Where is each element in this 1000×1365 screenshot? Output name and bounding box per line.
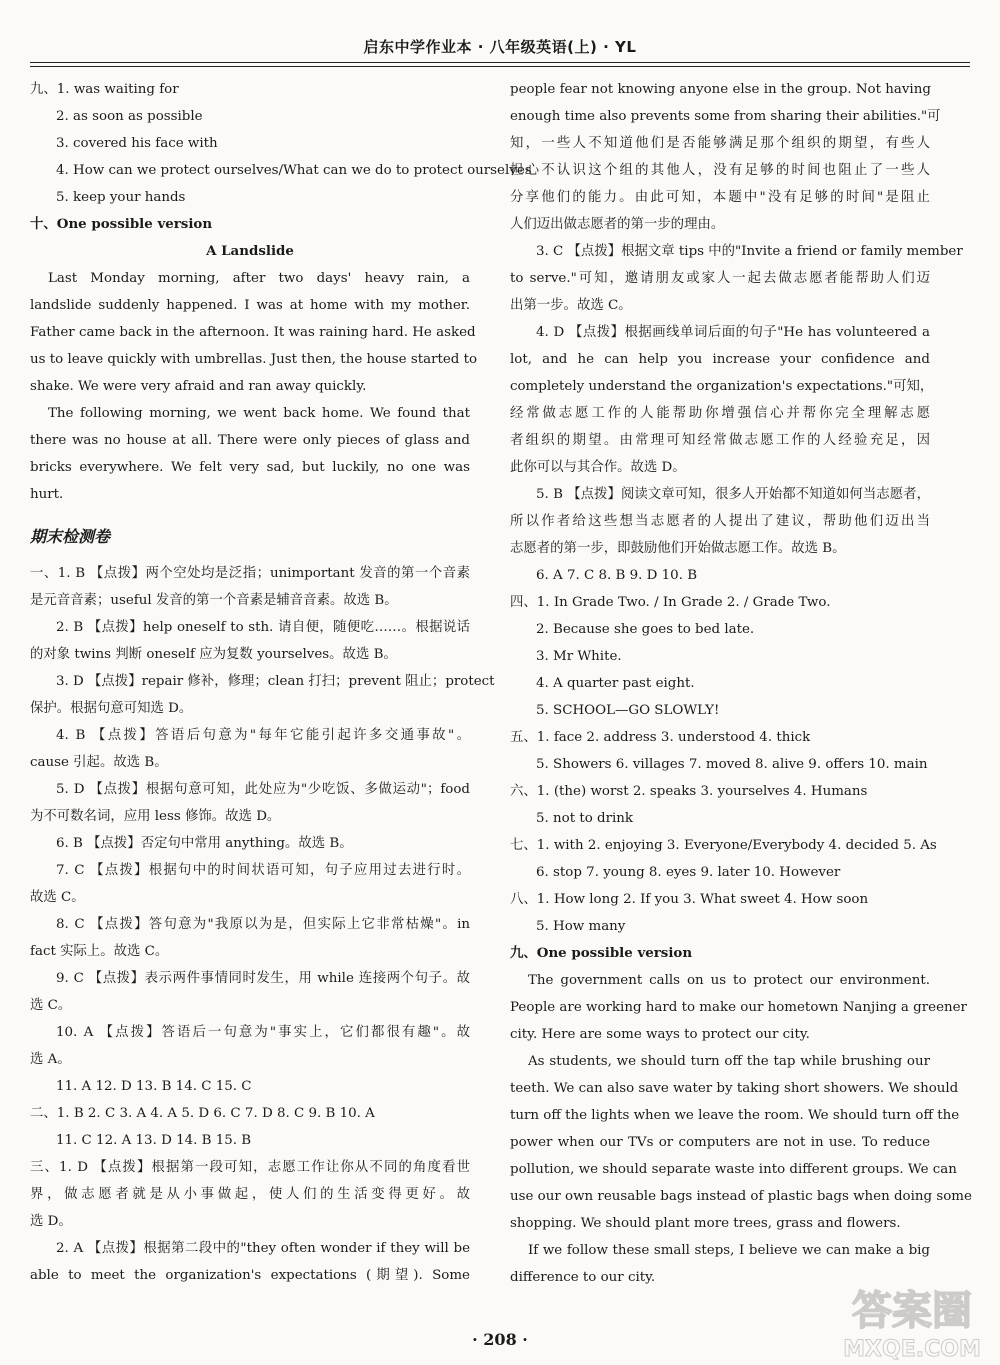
text-line: The following morning, we went back home. We found that (48, 406, 470, 421)
text-line: 故选 C。 (30, 890, 85, 905)
text-line: landslide suddenly happened. I was at home with my mother. (30, 298, 470, 313)
text-line: 2. Because she goes to bed late. (536, 622, 755, 637)
text-line: If we follow these small steps, I believe we can make a big (528, 1243, 930, 1258)
text-line: 5. Showers 6. villages 7. moved 8. alive 9. offers 10. main (536, 757, 928, 772)
text-line: 7. C 【点拨】根据句中的时间状语可知，句子应用过去进行时。 (56, 863, 470, 878)
text-line: 选 C。 (30, 998, 72, 1013)
text-line: use our own reusable bags instead of plastic bags when doing some (510, 1189, 972, 1204)
text-line: 三、1. D 【点拨】根据第一段可知，志愿工作让你从不同的角度看世 (30, 1160, 470, 1175)
text-line: 2. as soon as possible (56, 109, 203, 124)
text-line: 选 D。 (30, 1214, 72, 1229)
text-line: to serve."可知，邀请朋友或家人一起去做志愿者能帮助人们迈 (510, 271, 930, 286)
text-line: Last Monday morning, after two days' heavy rain, a (48, 271, 470, 286)
text-line: city. Here are some ways to protect our city. (510, 1027, 810, 1042)
text-line: 的对象 twins 判断 oneself 应为复数 yourselves。故选 B。 (30, 647, 397, 662)
header-rule-thin (30, 66, 970, 67)
text-line: 选 A。 (30, 1052, 71, 1067)
text-line: Father came back in the afternoon. It was raining hard. He asked (30, 325, 476, 340)
text-line: 二、1. B 2. C 3. A 4. A 5. D 6. C 7. D 8. C 9. B 10. A (30, 1106, 375, 1121)
text-line: us to leave quickly with umbrellas. Just then, the house started to (30, 352, 478, 367)
left-answers-exam (30, 560, 495, 1289)
header-rule (30, 62, 970, 63)
text-line: fact 实际上。故选 C。 (30, 944, 169, 959)
text-line: 5. SCHOOL—GO SLOWLY! (536, 703, 720, 718)
text-line: teeth. We can also save water by taking short showers. We should (510, 1081, 959, 1096)
text-line: 七、1. with 2. enjoying 3. Everyone/Everybody 4. decided 5. As (510, 838, 937, 853)
text-line: 3. covered his face with (56, 136, 218, 151)
text-line: 此你可以与其合作。故选 D。 (510, 460, 686, 475)
text-line: 3. C 【点拨】根据文章 tips 中的"Invite a friend or family member (536, 244, 963, 259)
text-line: 九、One possible version (510, 945, 693, 961)
text-line: shake. We were very afraid and ran away quickly. (30, 379, 367, 394)
text-line: 界，做志愿者就是从小事做起，使人们的生活变得更好。故 (30, 1187, 470, 1202)
text-line: 9. C 【点拨】表示两件事情同时发生，用 while 连接两个句子。故 (56, 971, 470, 986)
text-line: 者组织的期望。由常理可知经常做志愿工作的人经验充足，因 (510, 433, 930, 448)
text-line: 志愿者的第一步，即鼓励他们开始做志愿工作。故选 B。 (510, 541, 846, 556)
text-line: 出第一步。故选 C。 (510, 298, 632, 313)
text-line: 十、One possible version (30, 216, 213, 232)
watermark-line1: 答案圈 (852, 1288, 972, 1334)
text-line: 4. D 【点拨】根据画线单词后面的句子"He has volunteered a (536, 325, 930, 340)
text-line: 6. A 7. C 8. B 9. D 10. B (536, 568, 698, 583)
text-line: 6. B 【点拨】否定句中常用 anything。故选 B。 (56, 836, 353, 851)
text-line: 担心不认识这个组的其他人，没有足够的时间也阻止了一些人 (510, 163, 930, 178)
text-line: 3. Mr White. (536, 649, 622, 664)
page-header: 启东中学作业本 · 八年级英语(上) · YL (363, 38, 637, 56)
text-line: 4. A quarter past eight. (536, 676, 695, 691)
text-line: 八、1. How long 2. If you 3. What sweet 4. How soon (510, 892, 869, 907)
text-line: lot, and he can help you increase your confidence and (510, 352, 930, 367)
text-line: 5. D 【点拨】根据句意可知，此处应为"少吃饭、多做运动"；food (56, 782, 470, 797)
text-line: 5. not to drink (536, 811, 634, 826)
text-line: 2. A 【点拨】根据第二段中的"they often wonder if they will be (56, 1241, 470, 1256)
text-line: pollution, we should separate waste into different groups. We can (510, 1162, 957, 1177)
text-line: 为不可数名词，应用 less 修饰。故选 D。 (30, 809, 281, 824)
watermark-logo (832, 1282, 992, 1362)
text-line: 11. A 12. D 13. B 14. C 15. C (56, 1079, 252, 1094)
text-line: 是元音音素；useful 发音的第一个音素是辅音音素。故选 B。 (30, 593, 398, 608)
text-line: 一、1. B 【点拨】两个空处均是泛指；unimportant 发音的第一个音素 (30, 566, 470, 581)
text-line: 保护。根据句意可知选 D。 (30, 701, 193, 716)
text-line: 经常做志愿工作的人能帮助你增强信心并帮你完全理解志愿 (510, 406, 930, 421)
text-line: turn off the lights when we leave the room. We should turn off the (510, 1108, 960, 1123)
text-line: 5. How many (536, 919, 626, 934)
text-line: 所以作者给这些想当志愿者的人提出了建议，帮助他们迈出当 (510, 514, 930, 529)
text-line: able to meet the organization's expectations (期望). Some (30, 1268, 470, 1283)
text-line: 九、1. was waiting for (30, 82, 179, 97)
text-line: 人们迈出做志愿者的第一步的理由。 (510, 217, 725, 232)
text-line: 10. A 【点拨】答语后一句意为"事实上，它们都很有趣"。故 (56, 1025, 470, 1040)
text-line: The government calls on us to protect our environment. (528, 973, 930, 988)
text-line: A Landslide (206, 243, 294, 259)
right-column (510, 76, 972, 1291)
text-line: bricks everywhere. We felt very sad, but luckily, no one was (30, 460, 470, 475)
text-line: 8. C 【点拨】答句意为"我原以为是，但实际上它非常枯燥"。in (56, 917, 470, 932)
text-line: shopping. We should plant more trees, grass and flowers. (510, 1216, 901, 1231)
text-line: 2. B 【点拨】help oneself to sth. 请自便，随便吃……。根据说话 (56, 620, 470, 635)
text-line: 4. How can we protect ourselves/What can we do to protect ourselves (56, 163, 532, 178)
text-line: 4. B 【点拨】答语后句意为"每年它能引起许多交通事故"。 (56, 728, 470, 743)
watermark-line2: MXQE.COM (843, 1337, 981, 1362)
text-line: 11. C 12. A 13. D 14. B 15. B (56, 1133, 252, 1148)
text-line: 五、1. face 2. address 3. understood 4. thick (510, 730, 811, 745)
text-line: 6. stop 7. young 8. eyes 9. later 10. However (536, 865, 841, 880)
text-line: power when our TVs or computers are not in use. To reduce (510, 1135, 930, 1150)
text-line: 分享他们的能力。由此可知，本题中"没有足够的时间"是阻止 (510, 190, 930, 205)
text-line: 四、1. In Grade Two. / In Grade 2. / Grade Two. (510, 595, 831, 610)
text-line: hurt. (30, 487, 64, 502)
page-number: · 208 · (472, 1330, 528, 1349)
text-line: People are working hard to make our hometown Nanjing a greener (510, 1000, 967, 1015)
text-line: completely understand the organization's expectations."可知， (510, 379, 934, 394)
text-line: difference to our city. (510, 1270, 656, 1285)
text-line: 5. keep your hands (56, 190, 186, 205)
text-line: As students, we should turn off the tap while brushing our (528, 1054, 930, 1069)
text-line: 3. D 【点拨】repair 修补，修理；clean 打扫；prevent 阻止；protect (56, 674, 495, 689)
left-column (30, 76, 532, 1289)
text-line: cause 引起。故选 B。 (30, 755, 168, 770)
section-heading: 期末检测卷 (30, 527, 111, 546)
text-line: 5. B 【点拨】阅读文章可知，很多人开始都不知道如何当志愿者， (536, 487, 930, 502)
text-line: there was no house at all. There were only pieces of glass and (30, 433, 470, 448)
text-line: enough time also prevents some from sharing their abilities."可 (510, 109, 941, 124)
text-line: 知，一些人不知道他们是否能够满足那个组织的期望，有些人 (510, 136, 930, 151)
text-line: people fear not knowing anyone else in the group. Not having (510, 82, 931, 97)
text-line: 六、1. (the) worst 2. speaks 3. yourselves 4. Humans (510, 784, 868, 799)
left-answers-top (30, 76, 532, 508)
